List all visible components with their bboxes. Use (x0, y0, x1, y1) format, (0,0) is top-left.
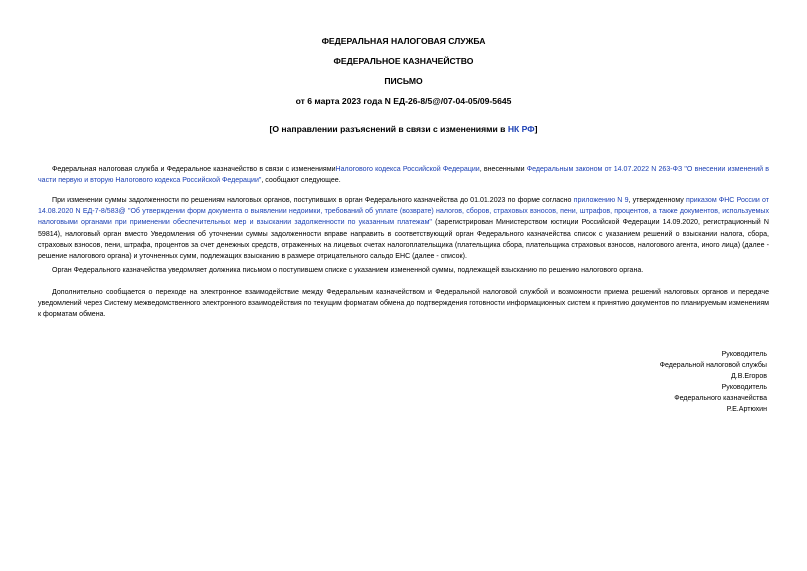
signature-title-2: Руководитель (721, 384, 767, 392)
signature-block (660, 349, 767, 416)
document-type: ПИСЬМО (384, 76, 423, 86)
link-federal-law-263[interactable]: Федеральным законом от 14.07.2022 N 263-ФЗ "О внесении изменений в части первую и вторую Налогового кодекса Российской Федерации" (38, 166, 770, 185)
paragraph-4: Дополнительно сообщается о переходе на электронное взаимодействие между Федеральным казначейством и Федеральной налоговой службой и возможности приема решений налоговых органов и передаче уведомлений через Систему межведомственного электронного взаимодействия по текущим форматам обмена до подтверждения готовности информационных систем к принятию документов по планируемым изменениям к форматам обмена. (38, 289, 769, 319)
subject-link-nk-rf[interactable]: НК РФ (507, 124, 535, 134)
subject-text-open: [О направлении разъяснений в связи с изменениями в (269, 124, 508, 134)
paragraph-3: Орган Федерального казначейства уведомляет должника письмом о поступившем списке с указанием измененной суммы, подлежащей взысканию по решению налогового органа. (52, 267, 644, 274)
paragraph-1-text-a: Федеральная налоговая служба и Федеральное казначейство в связи с изменениями (52, 166, 336, 173)
document-subject (38, 124, 769, 135)
signature-title-1: Руководитель (721, 351, 767, 358)
signature-org-2: Федерального казначейства (674, 395, 767, 403)
paragraph-1 (38, 164, 769, 186)
subject-text-close: ] (534, 124, 538, 134)
link-fns-order[interactable]: приказом ФНС России от 14.08.2020 N ЕД-7-8/583@ "Об утверждении форм документа о выявлении недоимки, требований об уплате (возврате) налогов, сборов, страховых взносов, пени, штрафов, процентов, а также документов, используемых налоговыми органами при применении обеспечительных мер и взыскании задолженности по указанным платежам" (38, 197, 769, 227)
link-appendix-9[interactable]: приложению N 9 (573, 197, 629, 204)
paragraph-1-text-c: , сообщают следующее. (261, 177, 341, 185)
agency-title-fns: ФЕДЕРАЛЬНАЯ НАЛОГОВАЯ СЛУЖБА (321, 36, 486, 46)
document-date-number: от 6 марта 2023 года N ЕД-26-8/5@/07-04-05/09-5645 (295, 96, 512, 106)
paragraph-2-text-c: (зарегистрирован Министерством юстиции Российской Федерации 14.09.2020, регистрационный N 59814), налоговый орган вместо Уведомления об уточнении суммы задолженности вправе направить в соответствующий орган Федерального казначейства список с указанием решений о взыскании налога, сбора, страховых взносов, пени, штрафа, процентов за счет денежных средств, отраженных на лицевых счетах налогоплательщика (плательщика сбора, плательщика страховых взносов, налогового агента, иного лица) (далее - решение налогового органа) и уточненных сумм, подлежащих взысканию в размере отрицательного сальдо ЕНС (далее - список). (38, 219, 769, 261)
signature-org-1: Федеральной налоговой службы (659, 362, 767, 370)
paragraph-2-text-a: При изменении суммы задолженности по решениям налоговых органов, поступивших в орган Федерального казначейства до 01.01.2023 по форме согласно (52, 197, 574, 204)
paragraph-2-text-b: , утвержденному (628, 197, 686, 204)
signature-name-1: Д.В.Егоров (730, 373, 767, 381)
signature-name-2: Р.Е.Артюхин (726, 406, 767, 414)
paragraph-2 (38, 195, 769, 262)
agency-title-treasury: ФЕДЕРАЛЬНОЕ КАЗНАЧЕЙСТВО (333, 56, 474, 66)
paragraph-1-text-b: , внесенными (479, 166, 527, 173)
link-tax-code[interactable]: Налогового кодекса Российской Федерации (335, 166, 480, 173)
